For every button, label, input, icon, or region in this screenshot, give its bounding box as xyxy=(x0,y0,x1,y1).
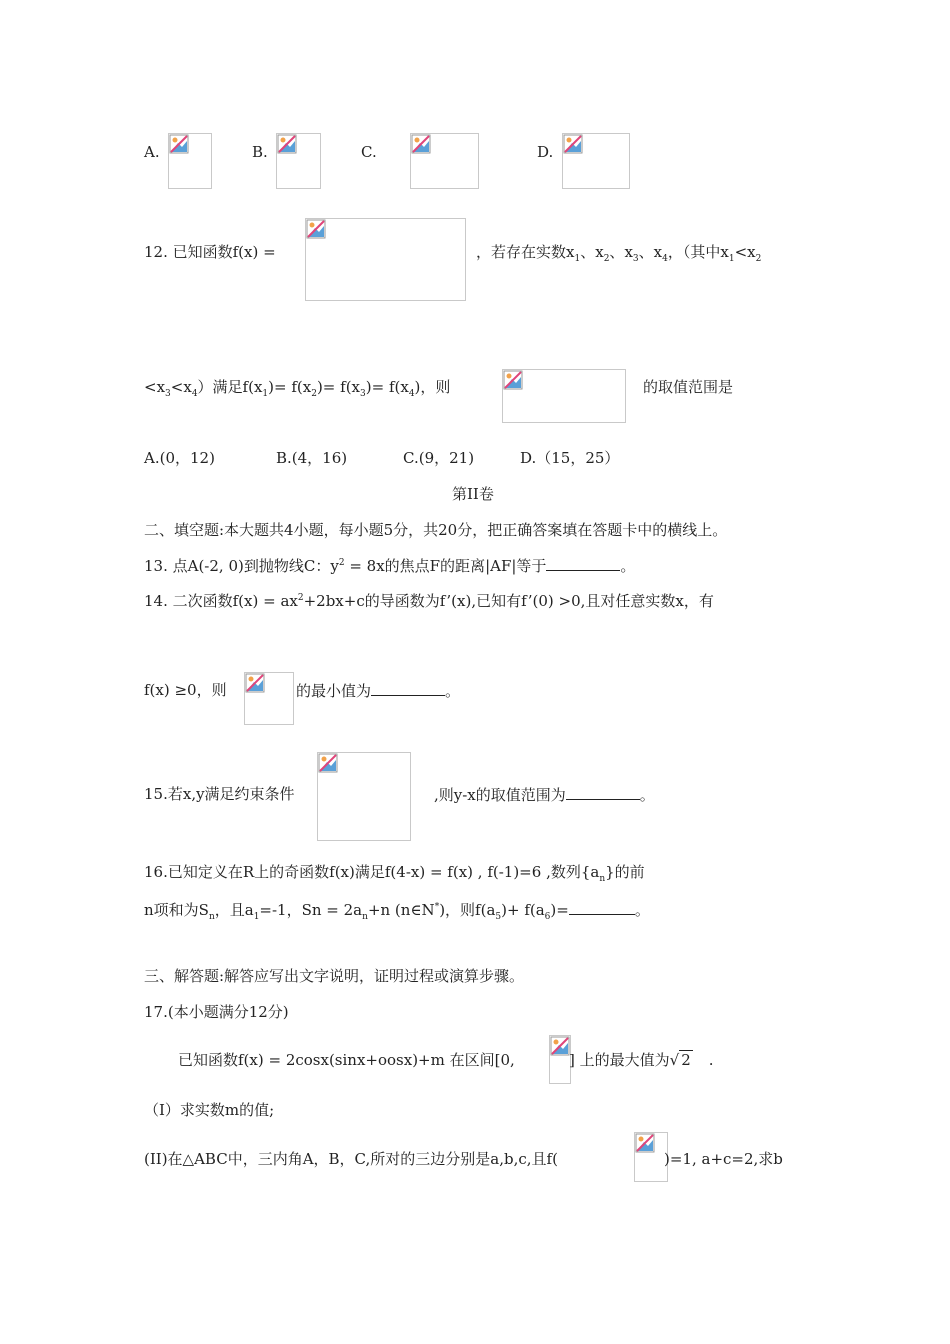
q12-condition-line1: ，若存在实数$x_1$、$x_2$、$x_3$、$x_4$，（其中$x_1<x_2$ xyxy=(476,243,762,264)
broken-image-icon xyxy=(635,1133,655,1153)
q11-option-d-image xyxy=(562,133,630,189)
broken-image-icon xyxy=(318,753,338,773)
q14-line2a: f(x) ≥0，则 xyxy=(144,681,227,699)
q12-option-a: A.(0，12) xyxy=(144,449,215,467)
broken-image-icon xyxy=(411,134,431,154)
q17-angle-image xyxy=(634,1132,668,1182)
q13-answer-blank[interactable] xyxy=(546,556,620,571)
q16-line2: n项和为$S_n$，且$a_1=-1$，$Sn = 2a_n+n$ (n∈N*)，则$f(a_5)+ f(a_6)=$ 。 xyxy=(144,901,650,922)
q14-expression-image xyxy=(244,672,294,725)
q11-option-b-label: B. xyxy=(252,143,268,161)
q11-option-a-image xyxy=(168,133,212,189)
q15-suffix: ,则y-x的取值范围为 。 xyxy=(434,786,655,804)
broken-image-icon xyxy=(563,134,583,154)
q11-option-b-image xyxy=(276,133,321,189)
q13-text: 13. 点A(-2, 0)到抛物线C：$y^2 = 8x$的焦点F的距离|AF|等于 。 xyxy=(144,557,636,575)
q17-part2-a: (II)在△ABC中，三内角A，B，C,所对的三边分别是a,b,c,且f( xyxy=(144,1150,558,1168)
broken-image-icon xyxy=(169,134,189,154)
q17-part2-b: )=1, a+c=2,求b xyxy=(664,1150,783,1168)
q15-prefix: 15.若x,y满足约束条件 xyxy=(144,785,295,803)
q12-condition-line2: $<x_3<x_4$）满足$f(x_1)= f(x_2)= f(x_3)= f(x_4)$，则 xyxy=(144,378,451,399)
section2-intro: 二、填空题:本大题共4小题，每小题5分，共20分，把正确答案填在答题卡中的横线上。 xyxy=(144,521,728,539)
section3-intro: 三、解答题:解答应写出文字说明，证明过程或演算步骤。 xyxy=(144,967,525,985)
broken-image-icon xyxy=(277,134,297,154)
broken-image-icon xyxy=(245,673,265,693)
q16-answer-blank[interactable] xyxy=(569,900,635,915)
q12-prefix: 12. 已知函数f(x) = xyxy=(144,243,276,261)
q15-constraint-image xyxy=(317,752,411,841)
q15-answer-blank[interactable] xyxy=(566,785,640,800)
q12-option-c: C.(9，21) xyxy=(403,449,475,467)
q12-expression-image xyxy=(502,369,626,423)
section2-title: 第II卷 xyxy=(452,485,494,503)
q11-option-d-label: D. xyxy=(537,143,554,161)
q12-tail: 的取值范围是 xyxy=(643,378,734,396)
q11-option-c-label: C. xyxy=(361,143,377,161)
q11-option-a-label: A. xyxy=(144,143,160,161)
q17-part1: （Ⅰ）求实数m的值; xyxy=(144,1101,275,1119)
broken-image-icon xyxy=(306,219,326,239)
q12-option-b: B.(4，16) xyxy=(276,449,348,467)
q17-stem-b: ] 上的最大值为√ 2 . xyxy=(569,1051,714,1069)
sqrt-two: √ 2 xyxy=(669,1051,691,1069)
q17-interval-image xyxy=(549,1035,571,1084)
q14-line1: 14. 二次函数$f(x) = ax^2+2bx+c$的导函数为f’(x),已知有f’(0) >0,且对任意实数x，有 xyxy=(144,592,714,610)
q12-function-image xyxy=(305,218,466,301)
q12-option-d: D.（15，25） xyxy=(520,449,620,467)
q14-answer-blank[interactable] xyxy=(371,681,445,696)
q17-header: 17.(本小题满分12分) xyxy=(144,1003,289,1021)
q11-option-c-image xyxy=(410,133,479,189)
broken-image-icon xyxy=(550,1036,570,1056)
q14-line2b: 的最小值为 。 xyxy=(296,682,461,700)
q17-stem-a: 已知函数f(x) = 2cosx(sinx+oosx)+m 在区间[0, xyxy=(178,1051,515,1069)
broken-image-icon xyxy=(503,370,523,390)
q16-line1: 16.已知定义在R上的奇函数f(x)满足f(4-x) = f(x) , f(-1)=6 ,数列$\{a_n\}$的前 xyxy=(144,863,645,884)
